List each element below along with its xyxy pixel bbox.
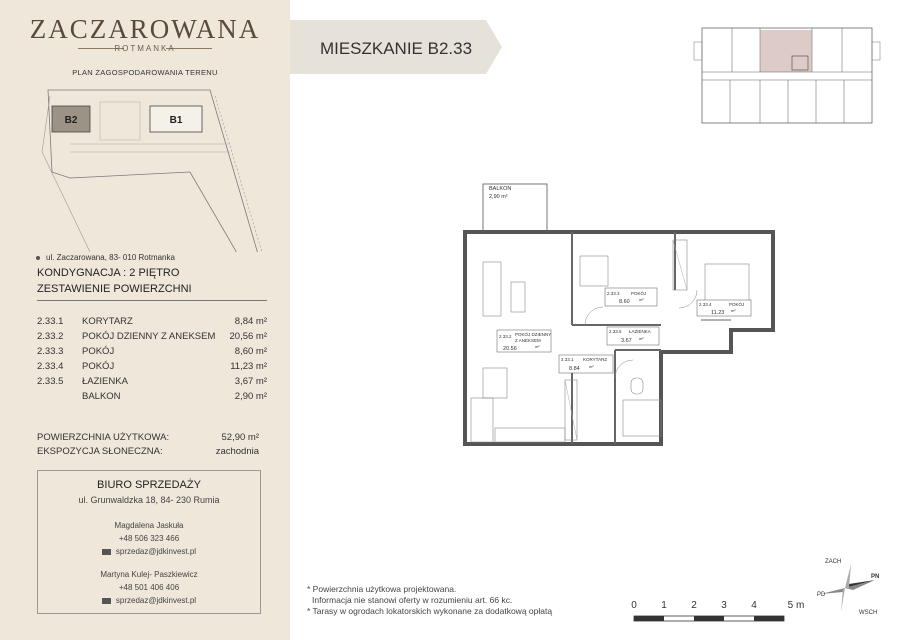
svg-text:ZACH: ZACH — [825, 559, 842, 565]
svg-text:POKÓJ: POKÓJ — [729, 302, 745, 307]
svg-text:8.60: 8.60 — [619, 299, 630, 305]
apartment-title: MIESZKANIE B2.33 — [319, 39, 473, 58]
svg-text:Z ANEKSEM: Z ANEKSEM — [515, 338, 541, 343]
svg-text:2.33.2: 2.33.2 — [499, 334, 512, 339]
contact-email[interactable]: sprzedaz@jdkinvest.pl — [115, 547, 197, 556]
svg-text:m²: m² — [731, 308, 736, 313]
address: ul. Zaczarowana, 83- 010 Rotmanka — [46, 253, 175, 262]
svg-text:KORYTARZ: KORYTARZ — [583, 357, 608, 362]
contact-email-row — [38, 596, 260, 605]
svg-text:2: 2 — [691, 600, 697, 611]
location-dot-icon — [36, 256, 40, 260]
site-plan-title: PLAN ZAGOSPODAROWANIA TERENU — [72, 68, 218, 77]
site-plan-map — [30, 82, 270, 252]
area-row: BALKON 2,90 m² — [82, 391, 267, 402]
summary-divider — [37, 300, 267, 301]
summary-title: ZESTAWIENIE POWIERZCHNI — [37, 283, 192, 295]
usable-area: POWIERZCHNIA UŻYTKOWA: 52,90 m² — [37, 432, 259, 443]
email-icon — [102, 549, 111, 555]
contact-phone[interactable]: +48 506 323 466 — [118, 534, 180, 543]
area-row: 2.33.1 KORYTARZ 8,84 m² — [37, 316, 267, 327]
contact-name: Magdalena Jaskuła — [114, 521, 184, 530]
sales-office-box — [37, 470, 261, 614]
brand-logo: ZACZAROWANA — [29, 14, 261, 44]
email-icon — [102, 598, 111, 604]
svg-text:3: 3 — [721, 600, 727, 611]
svg-text:m²: m² — [589, 364, 594, 369]
svg-text:11.23: 11.23 — [711, 310, 725, 316]
svg-text:4: 4 — [751, 600, 757, 611]
office-address: ul. Grunwaldzka 18, 84- 230 Rumia — [78, 495, 220, 505]
compass-icon — [815, 558, 895, 618]
area-row: 2.33.4 POKÓJ 11,23 m² — [37, 361, 267, 372]
svg-text:3.67: 3.67 — [621, 338, 632, 344]
svg-text:5 m: 5 m — [787, 600, 805, 611]
svg-text:ŁAZIENKA: ŁAZIENKA — [629, 329, 651, 334]
apartment-banner — [290, 20, 505, 74]
scale-bar — [630, 596, 810, 630]
svg-text:2.33.5: 2.33.5 — [609, 329, 622, 334]
sun-exposure: EKSPOZYCJA SŁONECZNA: zachodnia — [37, 446, 259, 457]
b1-label: B1 — [169, 115, 183, 126]
svg-text:20.56: 20.56 — [503, 346, 517, 352]
svg-text:WSCH: WSCH — [859, 610, 878, 616]
svg-text:2.33.3: 2.33.3 — [607, 291, 620, 296]
svg-text:POKÓJ DZIENNY: POKÓJ DZIENNY — [515, 332, 552, 337]
svg-text:m²: m² — [639, 336, 644, 341]
note: * Powierzchnia użytkowa projektowana. — [307, 584, 457, 594]
floor-key-plan — [692, 20, 882, 130]
apartment-highlight — [760, 30, 812, 72]
note: Informacja nie stanowi oferty w rozumieniu art. 66 kc. — [312, 595, 513, 605]
b2-label: B2 — [64, 115, 78, 126]
office-title: BIURO SPRZEDAŻY — [97, 479, 201, 491]
svg-text:2,90 m²: 2,90 m² — [489, 194, 508, 200]
area-row: 2.33.2 POKÓJ DZIENNY Z ANEKSEM 20,56 m² — [37, 331, 267, 342]
brand-subtitle: ROTMANKA — [114, 44, 176, 53]
svg-text:1: 1 — [661, 600, 667, 611]
svg-text:PN: PN — [871, 574, 880, 580]
contact-email[interactable]: sprzedaz@jdkinvest.pl — [115, 596, 197, 605]
svg-text:2.33.4: 2.33.4 — [699, 302, 712, 307]
area-row: 2.33.3 POKÓJ 8,60 m² — [37, 346, 267, 357]
svg-text:BALKON: BALKON — [489, 186, 512, 192]
svg-text:POKÓJ: POKÓJ — [631, 291, 647, 296]
svg-text:0: 0 — [631, 600, 637, 611]
contact-name: Martyna Kulej- Paszkiewicz — [100, 570, 198, 579]
svg-text:8.84: 8.84 — [569, 366, 580, 372]
svg-text:m²: m² — [639, 297, 644, 302]
contact-phone[interactable]: +48 501 406 406 — [118, 583, 180, 592]
svg-text:2.33.1: 2.33.1 — [561, 357, 574, 362]
floor-plan — [455, 180, 785, 470]
svg-text:PD: PD — [817, 592, 826, 598]
floor-level: KONDYGNACJA : 2 PIĘTRO — [37, 267, 180, 279]
svg-text:m²: m² — [535, 344, 540, 349]
contact-email-row — [38, 547, 260, 556]
note: * Tarasy w ogrodach lokatorskich wykonane za dodatkową opłatą — [307, 606, 553, 616]
area-row: 2.33.5 ŁAZIENKA 3,67 m² — [37, 376, 267, 387]
